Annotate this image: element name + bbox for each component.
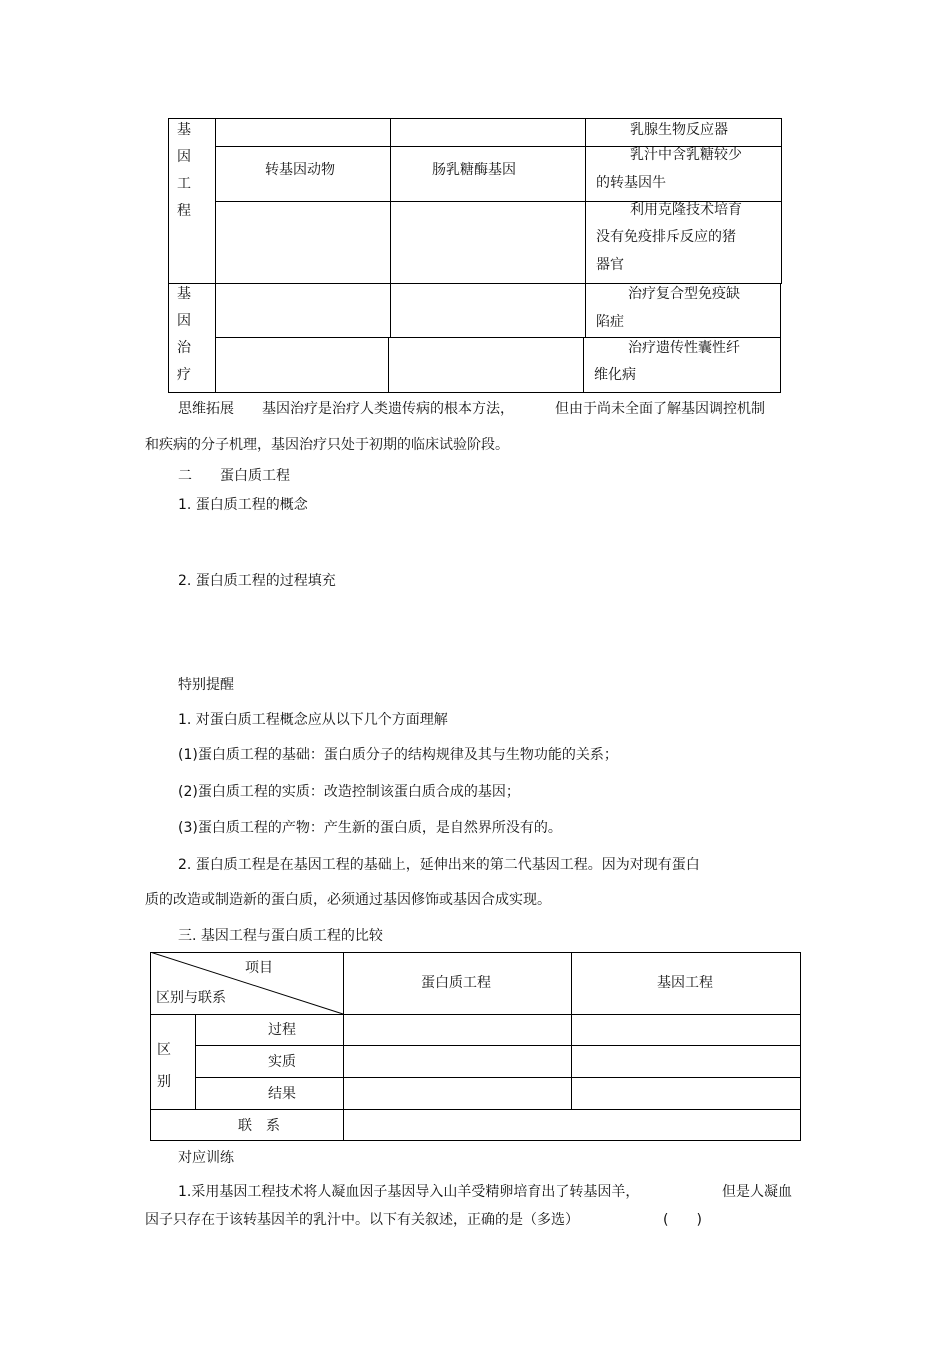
cell-cystic-fibrosis-2: 维化病 bbox=[594, 367, 636, 383]
thinking-expansion-line1a: 思维拓展 基因治疗是治疗人类遗传病的根本方法， bbox=[178, 401, 514, 417]
row-label-link: 联 系 bbox=[238, 1118, 280, 1134]
thinking-expansion-line1b: 但由于尚未全面了解基因调控机制 bbox=[555, 401, 765, 417]
section-heading-comparison: 三. 基因工程与蛋白质工程的比较 bbox=[178, 928, 383, 944]
cell-scid-1: 治疗复合型免疫缺 bbox=[628, 286, 740, 302]
cell-pig-organ-2: 没有免疫排斥反应的猪 bbox=[596, 229, 736, 245]
item-concept: 1. 蛋白质工程的概念 bbox=[178, 497, 308, 513]
cell-pig-organ-3: 器官 bbox=[596, 257, 624, 273]
row-group-difference: 区 别 bbox=[157, 1042, 171, 1090]
thinking-expansion-line2: 和疾病的分子机理，基因治疗只处于初期的临床试验阶段。 bbox=[145, 437, 509, 453]
question-1-line2: 因子只存在于该转基因羊的乳汁中。以下有关叙述，正确的是（多选） bbox=[145, 1212, 579, 1228]
tip-2-line2: 质的改造或制造新的蛋白质，必须通过基因修饰或基因合成实现。 bbox=[145, 892, 551, 908]
cell-low-lactose-cow-1: 乳汁中含乳糖较少 bbox=[630, 147, 742, 163]
question-1-answer-bracket[interactable]: ( ) bbox=[663, 1212, 702, 1228]
row-label-essence: 实质 bbox=[268, 1054, 296, 1070]
col-header-gene-engineering: 基因工程 bbox=[657, 975, 713, 991]
group-label-gene-therapy: 基 因 治 疗 bbox=[177, 286, 191, 383]
tip-title: 特别提醒 bbox=[178, 677, 234, 693]
cell-transgenic-animal: 转基因动物 bbox=[265, 162, 335, 178]
tip-2-line1: 2. 蛋白质工程是在基因工程的基础上，延伸出来的第二代基因工程。因为对现有蛋白 bbox=[178, 857, 700, 873]
tip-1b: (2)蛋白质工程的实质：改造控制该蛋白质合成的基因； bbox=[178, 784, 520, 800]
item-process: 2. 蛋白质工程的过程填充 bbox=[178, 573, 336, 589]
tip-1a: (1)蛋白质工程的基础：蛋白质分子的结构规律及其与生物功能的关系； bbox=[178, 747, 618, 763]
header-item: 项目 bbox=[245, 960, 273, 976]
group-label-gene-engineering: 基 因 工 程 bbox=[177, 122, 191, 219]
row-label-process: 过程 bbox=[268, 1022, 296, 1038]
cell-pig-organ-1: 利用克隆技术培育 bbox=[630, 202, 742, 218]
question-1-line1a: 1.采用基因工程技术将人凝血因子基因导入山羊受精卵培育出了转基因羊， bbox=[178, 1184, 640, 1200]
cell-low-lactose-cow-2: 的转基因牛 bbox=[596, 175, 666, 191]
cell-cystic-fibrosis-1: 治疗遗传性囊性纤 bbox=[628, 340, 740, 356]
cell-mammary-bioreactor: 乳腺生物反应器 bbox=[630, 122, 728, 138]
col-header-protein-engineering: 蛋白质工程 bbox=[421, 975, 491, 991]
tip-1: 1. 对蛋白质工程概念应从以下几个方面理解 bbox=[178, 712, 448, 728]
training-title: 对应训练 bbox=[178, 1150, 234, 1166]
section-heading-protein-engineering: 二 蛋白质工程 bbox=[178, 468, 290, 484]
question-1-line1b: 但是人凝血 bbox=[722, 1184, 792, 1200]
header-diff-and-link: 区别与联系 bbox=[156, 990, 226, 1006]
cell-scid-2: 陷症 bbox=[596, 314, 624, 330]
cell-lactase-gene: 肠乳糖酶基因 bbox=[432, 162, 516, 178]
row-label-result: 结果 bbox=[268, 1086, 296, 1102]
tip-1c: (3)蛋白质工程的产物：产生新的蛋白质，是自然界所没有的。 bbox=[178, 820, 562, 836]
